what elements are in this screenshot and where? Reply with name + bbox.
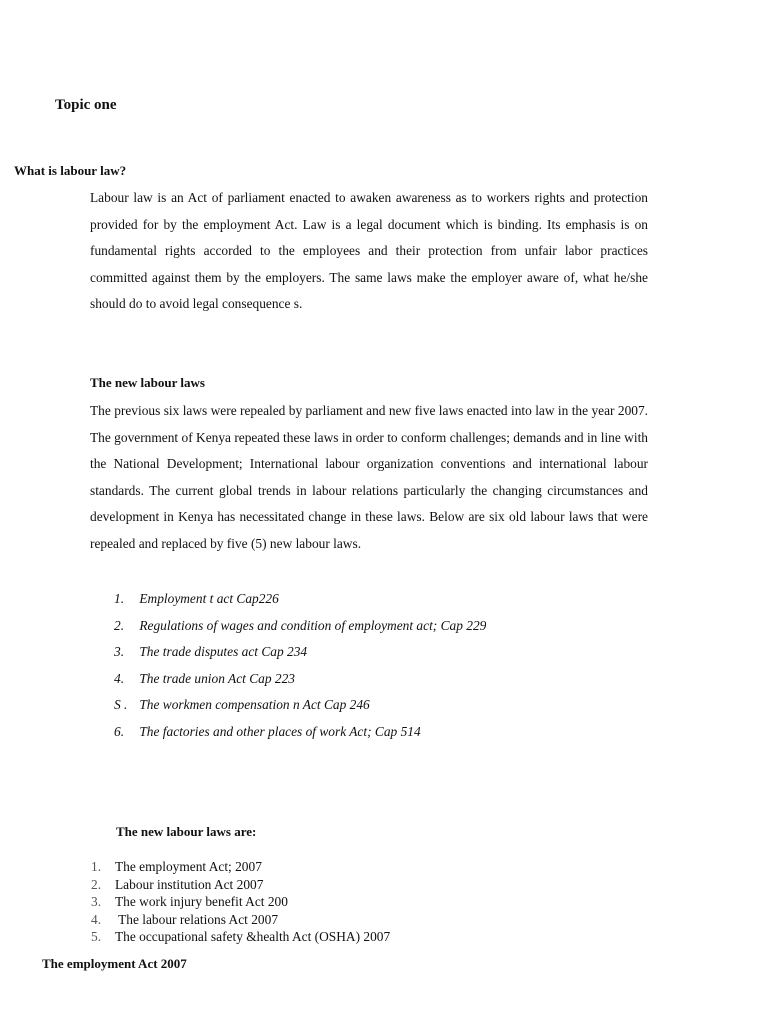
list-item <box>114 639 486 666</box>
list-number: 3. <box>114 644 125 660</box>
list-number: 6. <box>114 723 125 739</box>
list-item <box>114 692 486 719</box>
list-text: The workmen compensation n Act Cap 246 <box>139 697 370 713</box>
list-number: 4. <box>91 911 102 927</box>
list-number: S . <box>114 697 128 713</box>
list-text: Regulations of wages and condition of employment act; Cap 229 <box>139 617 487 633</box>
list-item <box>114 666 486 693</box>
list-number: 2. <box>114 617 125 633</box>
list-text: The occupational safety &health Act (OSHA) 2007 <box>115 929 391 945</box>
list-item <box>91 858 390 876</box>
list-text: The trade union Act Cap 223 <box>139 670 295 686</box>
paragraph-labour-law-definition: Labour law is an Act of parliament enacted to awaken awareness as to workers rights and protection provided for by the employment Act. Law is a legal document which is binding. Its emphasis is on fundamental rights accorded to the employees and their protection from unfair labor practices committed against them by the employers. The same laws make the employer aware of, what he/she should do to avoid legal consequence s. <box>90 190 648 312</box>
list-text: The labour relations Act 2007 <box>115 911 279 927</box>
topic-heading: Topic one <box>55 97 117 113</box>
list-text: Employment t act Cap226 <box>139 591 279 606</box>
list-number: 3. <box>91 894 102 910</box>
list-item <box>91 893 390 911</box>
list-text: The trade disputes act Cap 234 <box>139 644 308 660</box>
list-number: 5. <box>91 929 102 945</box>
old-laws-list <box>114 586 486 746</box>
list-text: Labour institution Act 2007 <box>115 876 264 892</box>
list-number: 2. <box>91 876 102 892</box>
list-text: The employment Act; 2007 <box>115 859 262 874</box>
list-number: 1. <box>91 859 102 874</box>
list-number: 4. <box>114 670 125 686</box>
list-text: The work injury benefit Act 200 <box>115 894 288 910</box>
list-item <box>91 876 390 894</box>
new-laws-list <box>91 858 390 946</box>
list-number: 1. <box>114 591 125 606</box>
list-item <box>114 613 486 640</box>
question-heading: What is labour law? <box>14 163 127 178</box>
employment-act-heading: The employment Act 2007 <box>42 956 187 971</box>
new-labour-laws-heading: The new labour laws <box>90 375 205 390</box>
paragraph-new-labour-laws: The previous six laws were repealed by parliament and new five laws enacted into law in the year 2007. The government of Kenya repeated these laws in order to conform challenges; demands and in line with the National Development; International labour organization conventions and international labour standards. The current global trends in labour relations particularly the changing circumstances and development in Kenya has necessitated change in these laws. Below are six old labour laws that were repealed and replaced by five (5) new labour laws. <box>90 403 648 551</box>
list-text: The factories and other places of work Act; Cap 514 <box>139 723 421 739</box>
list-item <box>91 911 390 929</box>
list-item <box>114 586 486 613</box>
list-item <box>91 928 390 946</box>
list-item <box>114 719 486 746</box>
new-laws-are-heading: The new labour laws are: <box>116 824 257 839</box>
